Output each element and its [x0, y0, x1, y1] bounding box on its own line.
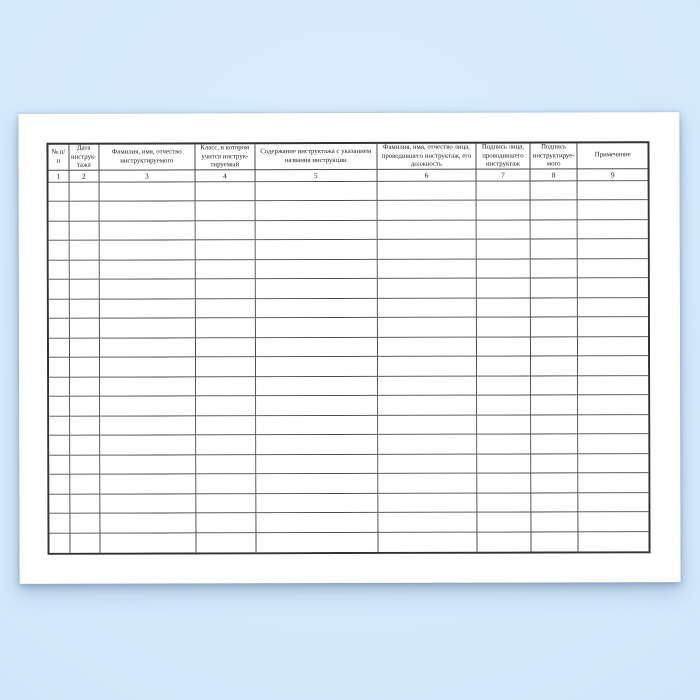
- empty-cell: [530, 220, 578, 240]
- empty-cell: [70, 299, 100, 319]
- empty-cell: [100, 338, 196, 358]
- document-sheet: [18, 112, 680, 584]
- empty-cell: [378, 240, 477, 260]
- empty-cell: [49, 436, 70, 456]
- empty-cell: [70, 280, 100, 300]
- column-header-3: Фамилия, имя, отчество инструктируемого: [99, 144, 195, 170]
- empty-cell: [531, 473, 579, 493]
- empty-cell: [477, 376, 531, 396]
- empty-cell: [100, 377, 196, 397]
- column-header-7: Подпись лица, проводившего инструктаж: [477, 144, 531, 170]
- empty-cell: [70, 514, 100, 534]
- column-header-5: Содержание инструктажа с указанием названия инструкции: [255, 144, 377, 170]
- empty-cell: [49, 300, 70, 320]
- empty-cell: [49, 261, 70, 281]
- empty-cell: [477, 474, 531, 494]
- empty-cell: [49, 475, 70, 495]
- empty-cell: [531, 493, 579, 513]
- empty-cell: [477, 435, 531, 455]
- empty-cell: [531, 396, 579, 416]
- empty-cell: [49, 319, 70, 339]
- empty-cell: [378, 415, 477, 435]
- column-number-5: 5: [255, 170, 377, 182]
- empty-cell: [531, 415, 579, 435]
- empty-cell: [196, 357, 256, 377]
- empty-cell: [99, 280, 195, 300]
- empty-cell: [579, 473, 649, 493]
- empty-cell: [196, 377, 256, 397]
- empty-cell: [530, 240, 578, 260]
- column-number-3: 3: [99, 170, 195, 182]
- empty-cell: [255, 279, 377, 299]
- empty-cell: [578, 298, 648, 318]
- empty-cell: [378, 532, 477, 552]
- empty-cell: [70, 358, 100, 378]
- empty-cell: [99, 202, 195, 222]
- empty-cell: [579, 415, 649, 435]
- column-header-9: Примечание: [578, 143, 648, 169]
- empty-cell: [530, 201, 578, 221]
- empty-cell: [255, 182, 377, 202]
- empty-cell: [100, 319, 196, 339]
- empty-cell: [100, 299, 196, 319]
- empty-cell: [100, 474, 196, 494]
- empty-cell: [578, 318, 648, 338]
- empty-cell: [255, 201, 377, 221]
- empty-cell: [378, 474, 477, 494]
- empty-cell: [378, 454, 477, 474]
- empty-cell: [49, 241, 70, 261]
- empty-cell: [378, 260, 477, 280]
- empty-cell: [255, 221, 377, 241]
- empty-cell: [531, 376, 579, 396]
- empty-cell: [531, 357, 579, 377]
- empty-cell: [256, 474, 378, 494]
- empty-cell: [477, 396, 531, 416]
- empty-cell: [477, 415, 531, 435]
- empty-cell: [378, 376, 477, 396]
- empty-cell: [578, 356, 648, 376]
- empty-cell: [70, 475, 100, 495]
- empty-cell: [100, 533, 196, 553]
- empty-cell: [196, 241, 256, 261]
- empty-cell: [579, 532, 649, 552]
- empty-cell: [378, 298, 477, 318]
- empty-cell: [49, 280, 70, 300]
- empty-cell: [578, 259, 648, 279]
- empty-cell: [477, 240, 531, 260]
- empty-cell: [49, 202, 70, 222]
- empty-cell: [70, 241, 100, 261]
- empty-cell: [477, 259, 531, 279]
- empty-cell: [99, 260, 195, 280]
- empty-cell: [255, 299, 377, 319]
- empty-cell: [196, 299, 256, 319]
- empty-cell: [256, 435, 378, 455]
- empty-cell: [69, 202, 99, 222]
- empty-cell: [477, 454, 531, 474]
- empty-cell: [378, 279, 477, 299]
- empty-cell: [70, 261, 100, 281]
- empty-cell: [531, 259, 579, 279]
- empty-cell: [578, 337, 648, 357]
- empty-cell: [579, 434, 649, 454]
- empty-cell: [578, 181, 648, 201]
- empty-cell: [531, 298, 579, 318]
- empty-cell: [378, 435, 477, 455]
- empty-cell: [256, 318, 378, 338]
- empty-cell: [70, 494, 100, 514]
- empty-cell: [377, 182, 476, 202]
- empty-cell: [70, 436, 100, 456]
- empty-cell: [70, 377, 100, 397]
- column-header-4: Класс, в котором учится инструк-тируемый: [195, 144, 255, 170]
- empty-cell: [196, 260, 256, 280]
- empty-cell: [70, 455, 100, 475]
- empty-cell: [196, 455, 256, 475]
- empty-cell: [196, 221, 256, 241]
- empty-cell: [196, 182, 256, 202]
- empty-cell: [578, 240, 648, 260]
- empty-cell: [531, 512, 579, 532]
- empty-cell: [100, 358, 196, 378]
- column-number-1: 1: [49, 171, 70, 183]
- empty-cell: [70, 397, 100, 417]
- column-number-2: 2: [69, 171, 99, 183]
- empty-cell: [70, 533, 100, 553]
- empty-cell: [49, 455, 70, 475]
- empty-cell: [70, 222, 100, 242]
- empty-cell: [256, 532, 378, 552]
- empty-cell: [579, 454, 649, 474]
- empty-cell: [531, 337, 579, 357]
- empty-cell: [531, 435, 579, 455]
- empty-cell: [378, 318, 477, 338]
- empty-cell: [478, 513, 532, 533]
- empty-cell: [255, 260, 377, 280]
- empty-cell: [49, 494, 70, 514]
- empty-cell: [49, 358, 70, 378]
- empty-cell: [579, 395, 649, 415]
- empty-cell: [578, 220, 648, 240]
- empty-cell: [49, 514, 70, 534]
- empty-cell: [99, 221, 195, 241]
- empty-cell: [531, 454, 579, 474]
- empty-cell: [196, 474, 256, 494]
- empty-cell: [49, 339, 70, 359]
- empty-cell: [579, 512, 649, 532]
- empty-cell: [196, 319, 256, 339]
- empty-cell: [256, 377, 378, 397]
- empty-cell: [378, 337, 477, 357]
- empty-cell: [256, 416, 378, 436]
- empty-cell: [477, 279, 531, 299]
- empty-cell: [70, 319, 100, 339]
- empty-cell: [196, 494, 256, 514]
- empty-cell: [49, 377, 70, 397]
- empty-cell: [531, 279, 579, 299]
- empty-cell: [378, 513, 477, 533]
- empty-cell: [578, 201, 648, 221]
- column-header-6: Фамилия, имя, отчество лица, проводившего инструктаж, его должность: [377, 144, 476, 170]
- column-header-1: № п/п: [48, 145, 69, 171]
- empty-cell: [49, 397, 70, 417]
- empty-cell: [478, 493, 532, 513]
- empty-cell: [256, 396, 378, 416]
- empty-cell: [256, 494, 378, 514]
- column-number-9: 9: [578, 169, 648, 181]
- empty-cell: [49, 183, 70, 203]
- empty-cell: [256, 357, 378, 377]
- empty-cell: [477, 182, 531, 202]
- empty-cell: [100, 436, 196, 456]
- empty-cell: [477, 337, 531, 357]
- empty-cell: [477, 357, 531, 377]
- empty-cell: [99, 241, 195, 261]
- empty-cell: [100, 513, 196, 533]
- empty-cell: [49, 533, 70, 553]
- empty-cell: [378, 357, 477, 377]
- empty-cell: [196, 435, 256, 455]
- empty-cell: [196, 338, 256, 358]
- instruction-log-table: [46, 141, 650, 555]
- empty-cell: [49, 222, 70, 242]
- empty-cell: [100, 455, 196, 475]
- empty-cell: [378, 396, 477, 416]
- empty-cell: [477, 298, 531, 318]
- empty-cell: [196, 416, 256, 436]
- empty-cell: [196, 513, 256, 533]
- empty-cell: [377, 201, 476, 221]
- empty-cell: [100, 397, 196, 417]
- empty-cell: [531, 532, 579, 552]
- column-number-4: 4: [196, 170, 256, 182]
- column-number-6: 6: [377, 170, 476, 182]
- empty-cell: [578, 279, 648, 299]
- empty-cell: [478, 532, 532, 552]
- empty-cell: [70, 416, 100, 436]
- empty-cell: [196, 533, 256, 553]
- empty-cell: [477, 318, 531, 338]
- empty-cell: [196, 202, 256, 222]
- empty-cell: [256, 513, 378, 533]
- empty-cell: [579, 376, 649, 396]
- empty-cell: [579, 493, 649, 513]
- empty-cell: [196, 280, 256, 300]
- empty-cell: [378, 493, 477, 513]
- empty-cell: [256, 455, 378, 475]
- empty-cell: [255, 240, 377, 260]
- empty-cell: [256, 338, 378, 358]
- empty-cell: [196, 396, 256, 416]
- empty-cell: [49, 416, 70, 436]
- column-header-2: Дата инструк-тажа: [69, 145, 99, 171]
- empty-cell: [100, 494, 196, 514]
- empty-cell: [377, 221, 476, 241]
- column-number-7: 7: [477, 170, 531, 182]
- column-number-8: 8: [530, 169, 578, 181]
- empty-cell: [69, 183, 99, 203]
- column-header-8: Подпись инструктируе-мого: [530, 143, 578, 169]
- empty-cell: [99, 182, 195, 202]
- empty-cell: [531, 318, 579, 338]
- empty-cell: [100, 416, 196, 436]
- empty-cell: [477, 201, 531, 221]
- empty-cell: [477, 220, 531, 240]
- empty-cell: [70, 338, 100, 358]
- empty-cell: [530, 181, 578, 201]
